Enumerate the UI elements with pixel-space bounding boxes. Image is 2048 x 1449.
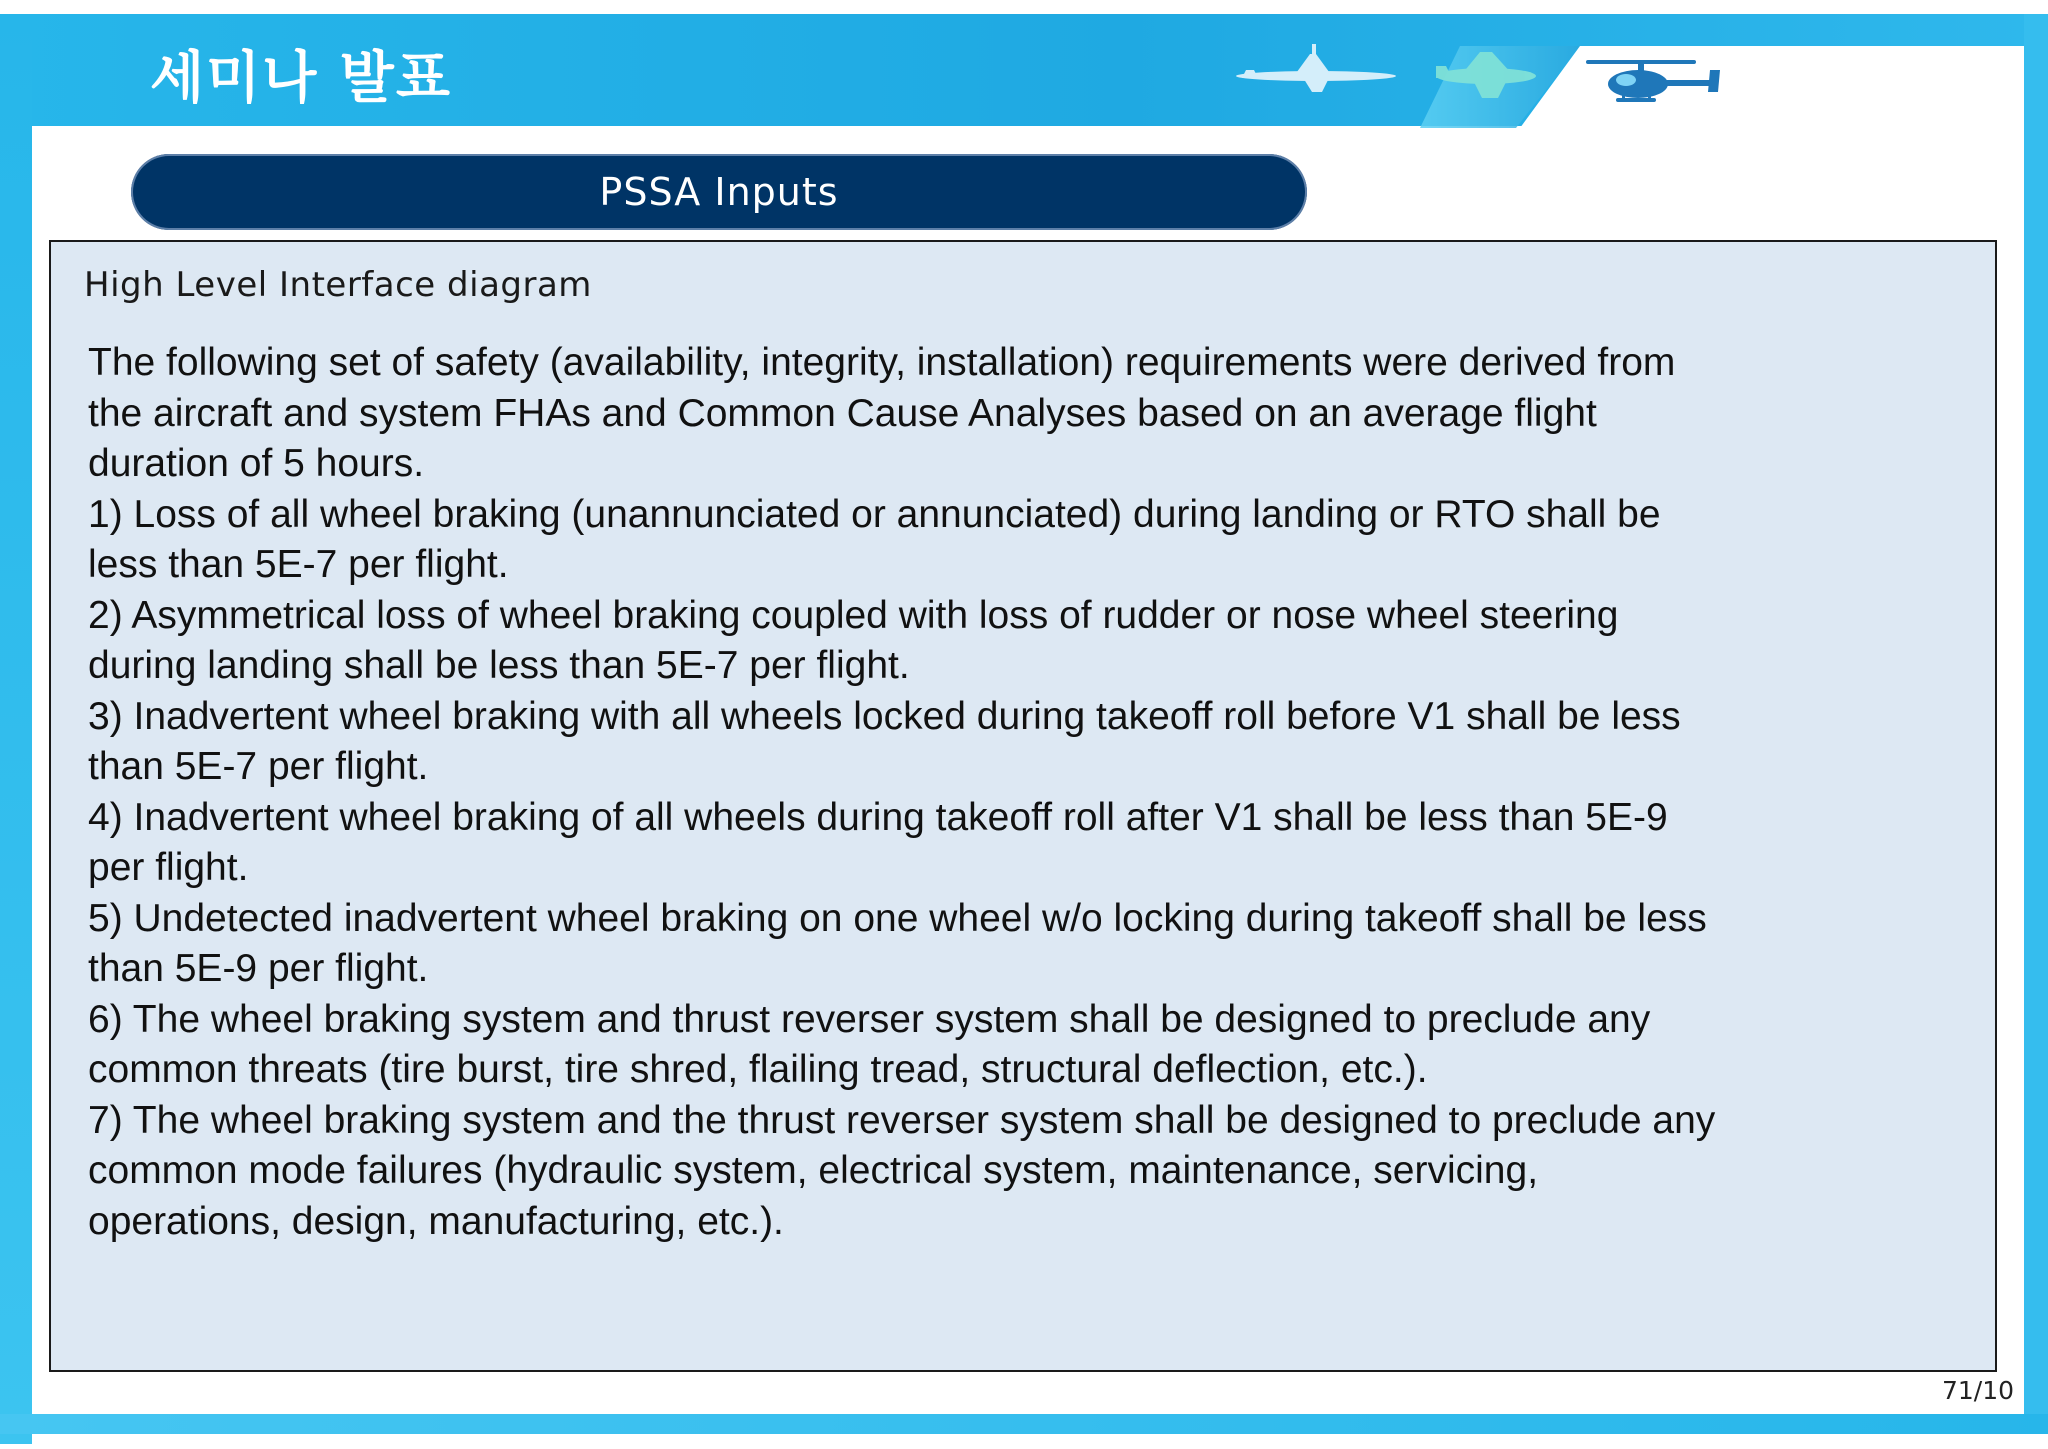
text-line: than 5E-7 per flight. bbox=[88, 745, 429, 788]
requirement-6: 6) The wheel braking system and thrust reverser system shall be designed to preclude any bbox=[88, 997, 1651, 1041]
requirement-4: 4) Inadvertent wheel braking of all wheels during takeoff roll after V1 shall be less than 5E-9 bbox=[88, 795, 1668, 839]
airplane-icon bbox=[1232, 40, 1400, 100]
text-line: duration of 5 hours. bbox=[88, 442, 425, 485]
text-line: common mode failures (hydraulic system, electrical system, maintenance, servicing, bbox=[88, 1149, 1539, 1192]
requirement-5: 5) Undetected inadvertent wheel braking on one wheel w/o locking during takeoff shall be less bbox=[88, 896, 1707, 940]
requirements-text bbox=[88, 338, 1988, 1247]
frame-left bbox=[0, 14, 32, 1444]
text-line: during landing shall be less than 5E-7 per flight. bbox=[88, 644, 910, 687]
requirement-2: 2) Asymmetrical loss of wheel braking coupled with loss of rudder or nose wheel steering bbox=[88, 593, 1619, 637]
frame-right bbox=[2024, 14, 2048, 1434]
text-line: the aircraft and system FHAs and Common Cause Analyses based on an average flight bbox=[88, 391, 1597, 435]
banner-label: PSSA Inputs bbox=[599, 170, 839, 214]
frame-bottom bbox=[0, 1414, 2048, 1434]
cargo-plane-icon bbox=[1432, 46, 1540, 104]
seminar-title: 세미나 발표 bbox=[150, 46, 452, 111]
helicopter-icon bbox=[1576, 52, 1726, 116]
page-number: 71/10 bbox=[1942, 1376, 2015, 1405]
requirement-7: 7) The wheel braking system and the thrust reverser system shall be designed to preclude any bbox=[88, 1098, 1716, 1142]
requirement-1: 1) Loss of all wheel braking (unannunciated or annunciated) during landing or RTO shall be bbox=[88, 492, 1661, 536]
text-line: The following set of safety (availability, integrity, installation) requirements were derived from bbox=[88, 341, 1676, 384]
section-banner bbox=[131, 154, 1307, 230]
text-line: than 5E-9 per flight. bbox=[88, 947, 429, 990]
text-line: common threats (tire burst, tire shred, flailing tread, structural deflection, etc.). bbox=[88, 1048, 1428, 1091]
text-line: per flight. bbox=[88, 846, 249, 889]
text-line: operations, design, manufacturing, etc.). bbox=[88, 1199, 784, 1243]
requirement-3: 3) Inadvertent wheel braking with all wheels locked during takeoff roll before V1 shall be less bbox=[88, 694, 1681, 738]
text-line: less than 5E-7 per flight. bbox=[88, 543, 509, 586]
section-subtitle: High Level Interface diagram bbox=[84, 265, 592, 305]
